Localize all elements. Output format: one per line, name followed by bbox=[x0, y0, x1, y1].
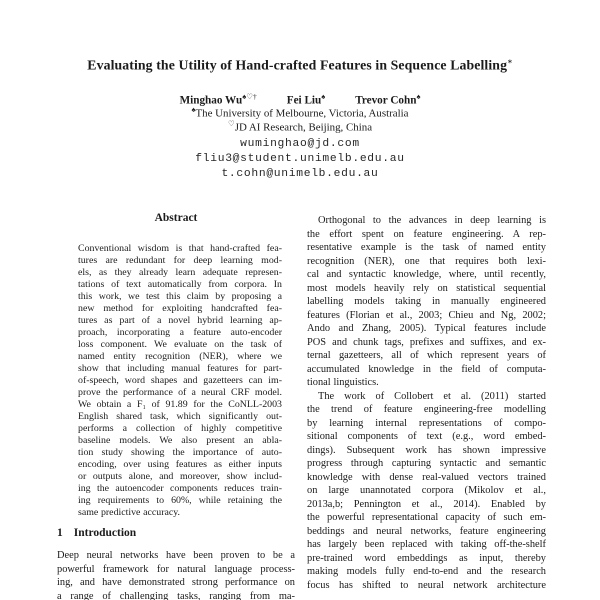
text-line: proach, incorporating a feature auto-encoder bbox=[78, 327, 282, 338]
text-line: the trend of feature engineering-free modelling bbox=[307, 404, 546, 415]
affiliation-1 bbox=[0, 105, 600, 120]
text-line: The work of Collobert et al. (2011) started bbox=[318, 390, 546, 402]
author-1-name: Minghao Wu bbox=[179, 94, 243, 107]
text-line: encoding, over using features as either inputs bbox=[78, 459, 282, 470]
text-line: loss component. We evaluate on the task of bbox=[78, 339, 282, 350]
right-column-body bbox=[307, 214, 546, 592]
paper-title-text: Evaluating the Utility of Hand-crafted Features in Sequence Labelling bbox=[87, 57, 508, 73]
text-line: focus has shifted to neural network architecture bbox=[307, 579, 546, 591]
email-address-2: fliu3@student.unimelb.edu.au bbox=[195, 153, 405, 165]
abstract-heading: Abstract bbox=[154, 212, 198, 224]
affiliation-2 bbox=[0, 119, 600, 134]
text-line: show that including manual features for part- bbox=[78, 363, 282, 374]
email-address-1: wuminghao@jd.com bbox=[240, 138, 360, 150]
author-2-name: Fei Liu bbox=[286, 94, 322, 107]
introduction-body-left-column bbox=[57, 549, 295, 600]
text-line: ing requirements to 60%, while retaining the bbox=[78, 495, 282, 506]
text-line: accumulated knowledge in the field of computa- bbox=[307, 363, 546, 375]
text-line: recognition (NER), one that requires both lexi- bbox=[307, 255, 546, 267]
email-address-3: t.cohn@unimelb.edu.au bbox=[221, 168, 379, 180]
text-line: the powerful representational capacity of such em- bbox=[307, 512, 546, 523]
paper-title bbox=[0, 56, 600, 74]
text-line: the effort spent on feature engineering. A rep- bbox=[307, 228, 546, 240]
text-line: powerful framework for natural language process- bbox=[57, 563, 295, 575]
text-line: ternal gazetteers, all of which represent years of bbox=[307, 350, 546, 361]
text-line: knowledge with dense real-valued vectors trained bbox=[307, 471, 546, 483]
text-line: We obtain a F₁ of 91.89 for the CoNLL-2003 bbox=[78, 399, 282, 410]
text-line: tional linguistics. bbox=[307, 377, 379, 388]
text-line: Deep neural networks have been proven to be a bbox=[57, 550, 295, 561]
text-line: this work, we test this claim by proposing a bbox=[78, 291, 282, 302]
author-3-name: Trevor Cohn bbox=[355, 94, 417, 107]
text-line: cal and syntactic knowledge, where, until recently, bbox=[307, 269, 546, 280]
text-line: tion study showing the importance of auto- bbox=[78, 447, 282, 458]
text-line: new method for exploiting handcrafted fea- bbox=[78, 303, 282, 314]
text-line: tations of text automatically from corpora. In bbox=[78, 279, 282, 290]
text-line: same predictive accuracy. bbox=[78, 507, 181, 518]
text-line: prove the performance of a neural CRF model. bbox=[78, 387, 282, 398]
abstract-body bbox=[78, 243, 282, 519]
text-line: features (Florian et al., 2003; Chieu and Ng, 2002; bbox=[307, 309, 546, 321]
text-line: of-speech, word shapes and gazetteers can im- bbox=[78, 375, 282, 386]
affiliation-2-mark: ♡ bbox=[227, 118, 235, 128]
text-line: has largely been replaced with taking off-the-shelf bbox=[307, 539, 546, 550]
text-line: ing the autoencoder components reduces train- bbox=[78, 483, 282, 494]
text-line: English shared task, which significantly out- bbox=[78, 411, 282, 422]
text-line: beddings and neural networks, feature engineering bbox=[307, 525, 546, 537]
affiliation-2-text: JD AI Research, Beijing, China bbox=[234, 121, 373, 134]
text-line: sitional components of text (e.g., word embed- bbox=[307, 431, 546, 442]
text-line: performs a collection of highly competitive bbox=[78, 423, 282, 434]
text-line: making models fully end-to-end and the research bbox=[307, 566, 546, 577]
text-line: most models heavily rely on statistical sequential bbox=[307, 282, 546, 294]
text-line: Orthogonal to the advances in deep learning is bbox=[318, 215, 546, 226]
text-line: 2013a,b; Pennington et al., 2014). Enabled by bbox=[307, 498, 546, 510]
author-3-affiliation-marks: ♠ bbox=[416, 92, 421, 101]
text-line: POS and chunk tags, prefixes and suffixes, and ex- bbox=[307, 336, 546, 348]
title-footnote-mark: ∗ bbox=[507, 57, 513, 66]
section-number: 1 bbox=[57, 527, 63, 539]
affiliation-1-text: The University of Melbourne, Victoria, Australia bbox=[195, 107, 409, 120]
text-line: pre-trained word embeddings as input, thereby bbox=[307, 552, 546, 564]
text-line: or outputs alone, and moreover, show includ- bbox=[78, 471, 282, 482]
text-line: resentative example is the task of named entity bbox=[307, 242, 546, 253]
text-line: Ando and Zhang, 2005). Typical features include bbox=[307, 323, 546, 334]
text-line-partial: a range of challenging tasks, ranging from ma- bbox=[57, 590, 295, 600]
affiliation-1-mark: ♠ bbox=[191, 105, 196, 114]
text-line: tures as part of a novel hybrid learning ap- bbox=[78, 315, 282, 326]
author-2-affiliation-marks: ♠ bbox=[321, 92, 326, 101]
text-line: tures are redundant for deep learning mod- bbox=[78, 255, 282, 266]
text-line: on large unannotated corpora (Mikolov et al., bbox=[307, 485, 546, 496]
text-line: Conventional wisdom is that hand-crafted fea- bbox=[78, 243, 282, 254]
text-line: progress through capturing syntactic and semantic bbox=[307, 458, 546, 469]
text-line: labelling models taking in manually engineered bbox=[307, 296, 546, 307]
section-heading-introduction bbox=[57, 527, 295, 539]
author-1-affiliation-marks: ♠♡† bbox=[242, 92, 257, 101]
text-line: els, as they already learn adequate represen- bbox=[78, 267, 282, 278]
section-title: Introduction bbox=[73, 527, 137, 539]
text-line: baseline models. We also present an abla- bbox=[78, 435, 282, 446]
text-line: named entity recognition (NER), where we bbox=[78, 351, 282, 362]
text-line: by learning internal representations of compo- bbox=[307, 417, 546, 429]
text-line: dings). Subsequent work has shown impressive bbox=[307, 444, 546, 456]
text-line: ing, and have demonstrated strong performance on bbox=[57, 577, 295, 588]
